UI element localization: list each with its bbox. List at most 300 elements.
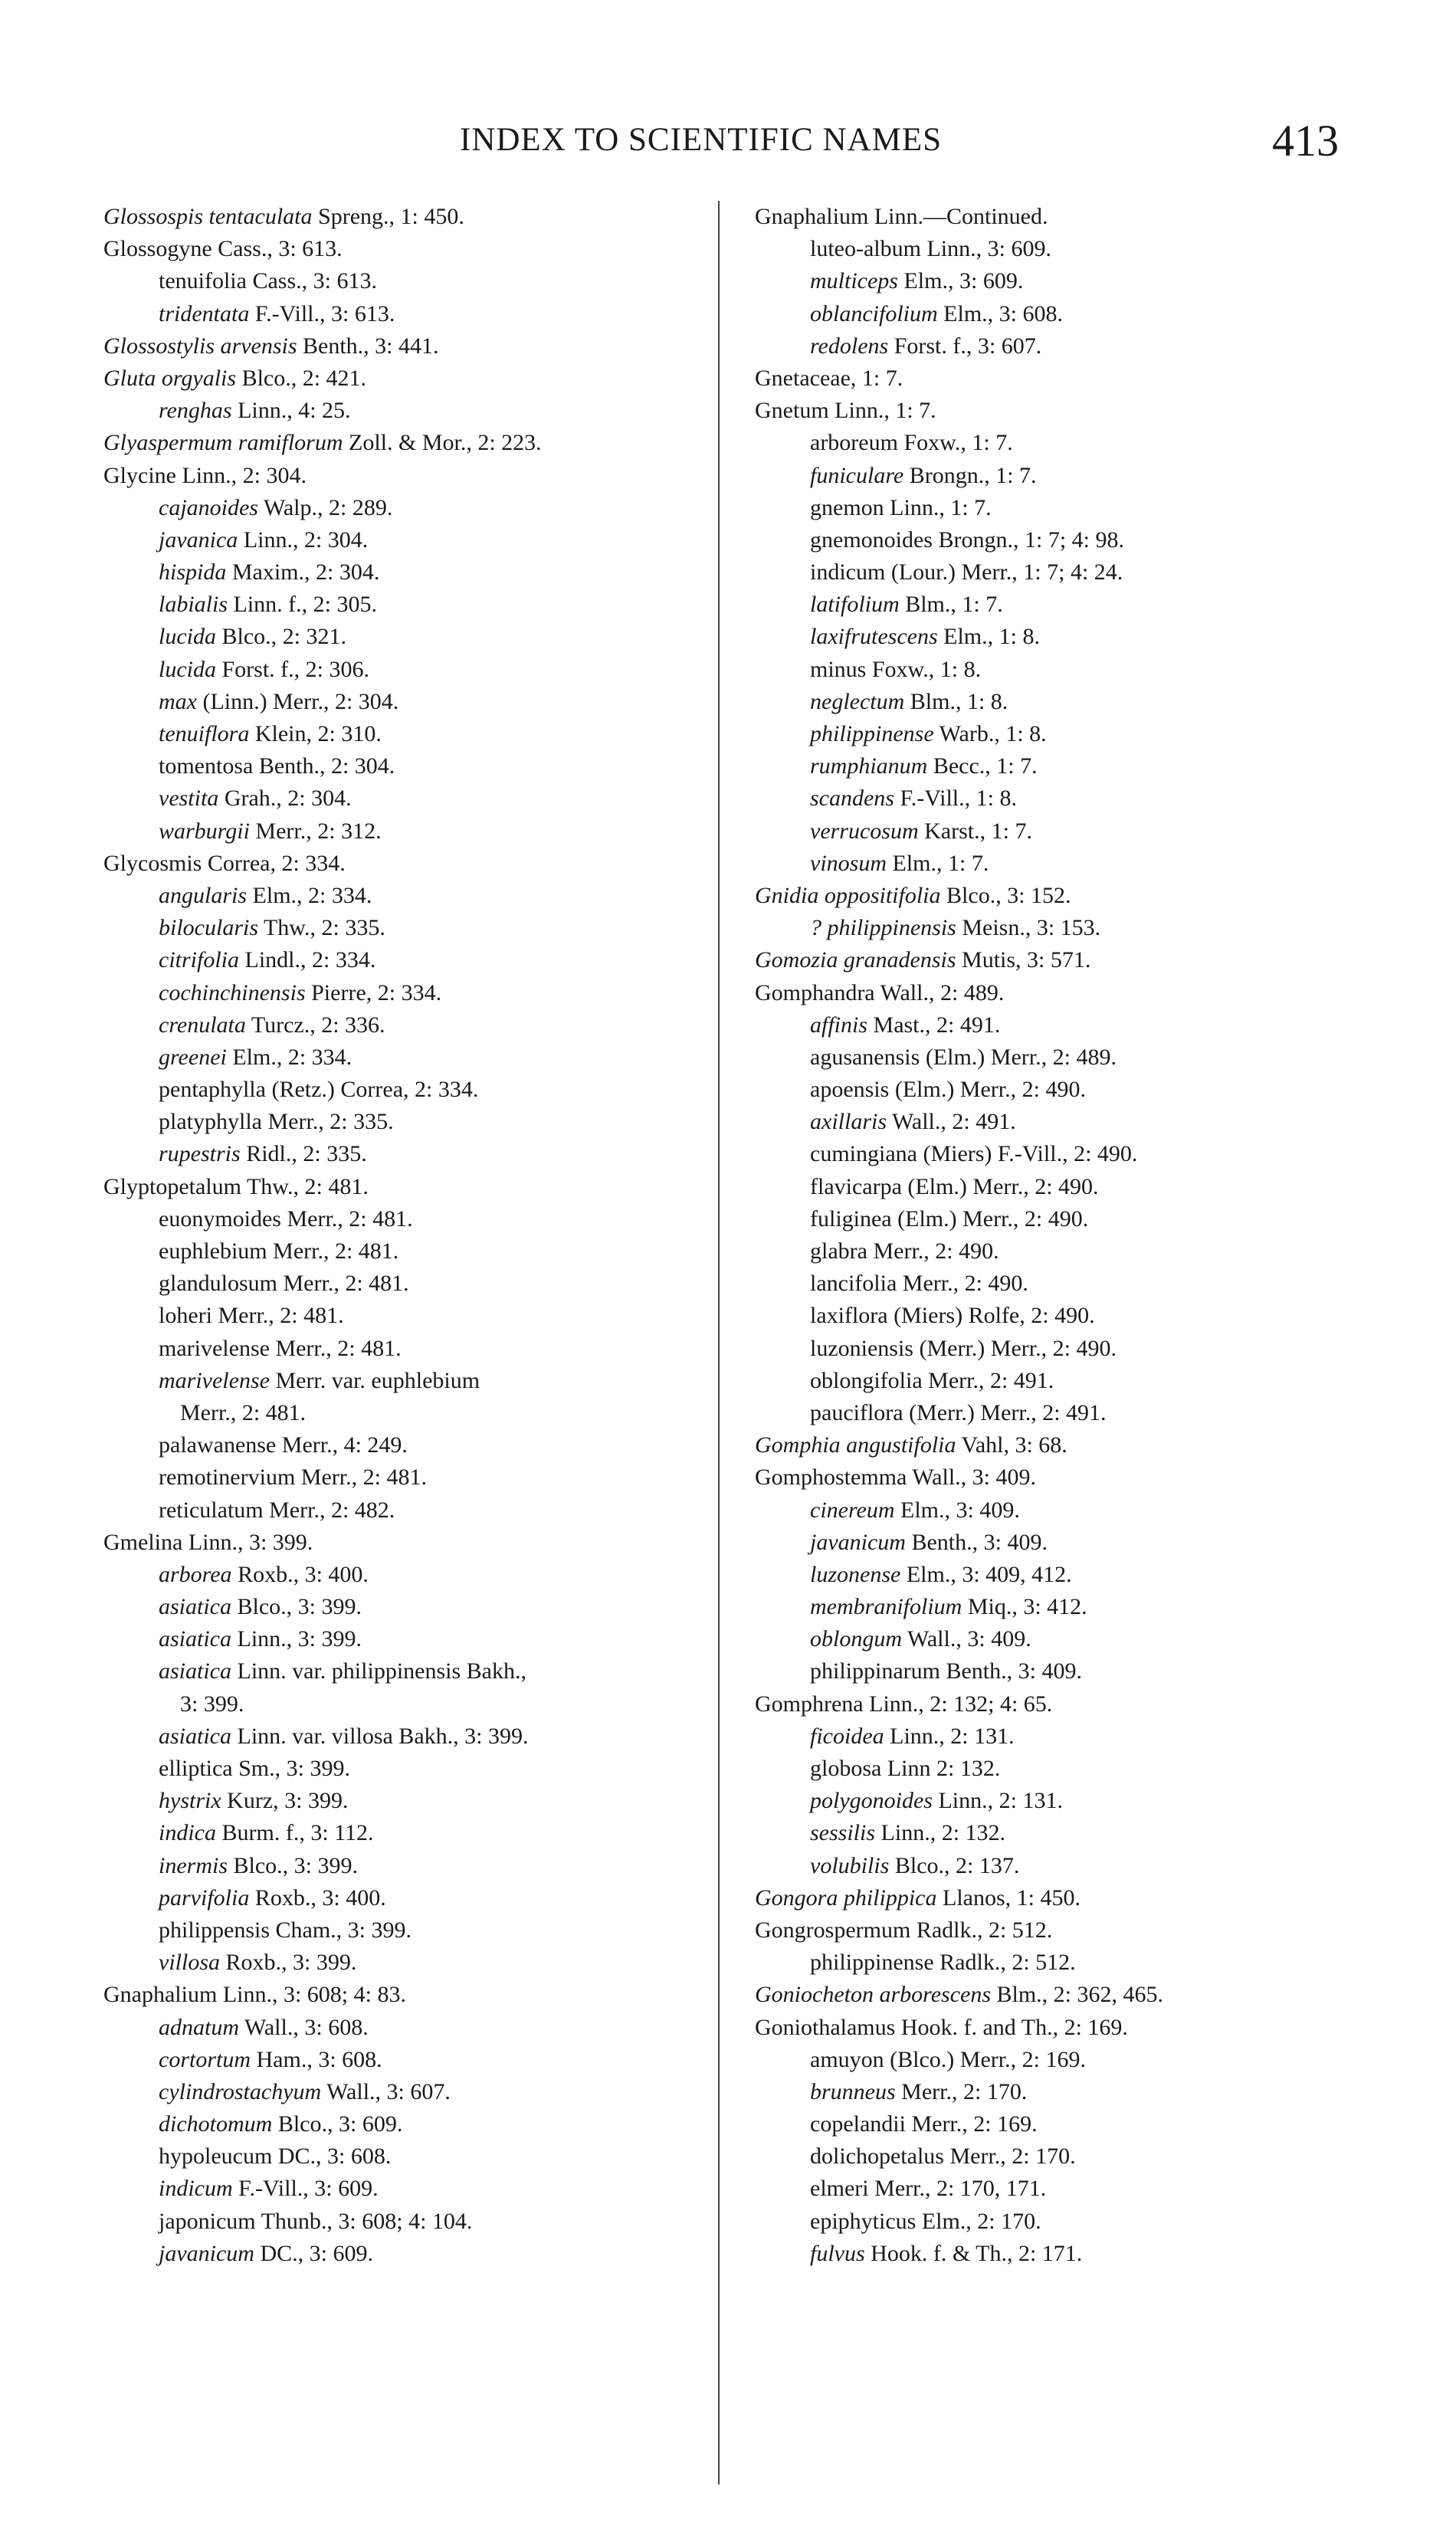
entry-name: hispida: [159, 559, 227, 586]
index-entry: [103, 1365, 717, 1397]
entry-name: pauciflora: [810, 1399, 903, 1425]
index-entry: [103, 233, 717, 265]
entry-reference: Merr., 2: 312.: [249, 818, 382, 844]
entry-reference: Linn., 2: 132.: [875, 1820, 1006, 1846]
entry-reference: Roxb., 3: 400.: [231, 1561, 369, 1587]
entry-name: asiatica: [159, 1626, 231, 1652]
entry-reference: Thunb., 3: 608; 4: 104.: [255, 2208, 473, 2234]
entry-reference: Lindl., 2: 334.: [239, 947, 376, 973]
entry-reference: Merr., 2: 481.: [295, 1465, 427, 1491]
entry-name: volubilis: [810, 1852, 890, 1878]
entry-name: philippinarum: [810, 1658, 940, 1684]
index-column-right: [755, 201, 1368, 2270]
entry-name: tomentosa: [159, 753, 254, 779]
entry-name: euonymoides: [159, 1205, 281, 1232]
entry-reference: Linn., 2: 131.: [932, 1788, 1063, 1814]
entry-reference: Linn., 3: 399.: [231, 1626, 362, 1652]
entry-name: membranifolium: [810, 1594, 962, 1620]
entry-name: dolichopetalus: [810, 2144, 944, 2170]
index-entry: [755, 330, 1368, 362]
entry-name: axillaris: [810, 1109, 887, 1135]
entry-name: fuliginea: [810, 1205, 892, 1232]
index-entry: [755, 621, 1368, 653]
entry-name: scandens: [810, 786, 894, 812]
entry-name: Glossostylis arvensis: [103, 333, 297, 359]
entry-reference: 3: 399.: [180, 1691, 244, 1717]
entry-reference: Elm., 3: 608.: [937, 300, 1063, 326]
entry-reference: Linn 2: 132.: [881, 1756, 1001, 1781]
index-entry: [103, 2173, 717, 2205]
entry-name: Glyaspermum ramiflorum: [103, 430, 343, 456]
index-entry: [755, 298, 1368, 330]
entry-name: apoensis: [810, 1077, 890, 1103]
entry-reference: Brongn., 1: 7; 4: 98.: [932, 526, 1124, 553]
index-entry: [755, 1882, 1368, 1914]
entry-reference: Blm., 2: 362, 465.: [991, 1982, 1164, 2008]
index-entry: [755, 233, 1368, 265]
entry-name: lancifolia: [810, 1271, 897, 1297]
entry-reference: Grah., 2: 304.: [218, 786, 352, 812]
entry-name: inermis: [159, 1852, 228, 1878]
entry-name: philippensis: [159, 1917, 271, 1943]
index-entry: [103, 1461, 717, 1494]
entry-name: palawanense: [159, 1432, 277, 1458]
entry-name: javanicum: [810, 1529, 906, 1555]
entry-name: funiculare: [810, 462, 904, 488]
entry-reference: Turcz., 2: 336.: [245, 1012, 385, 1038]
entry-reference: (Merr.) Merr., 2: 490.: [913, 1335, 1117, 1361]
index-entry: [103, 1333, 717, 1365]
index-entry: [755, 2238, 1368, 2270]
entry-reference: Blco., 3: 399.: [228, 1852, 358, 1878]
index-entry: [103, 654, 717, 686]
entry-name: verrucosum: [810, 818, 919, 844]
entry-name: luzoniensis: [810, 1335, 913, 1361]
entry-reference: Brongn., 1: 7.: [903, 462, 1037, 488]
index-entry: [755, 1850, 1368, 1882]
entry-name: crenulata: [159, 1012, 246, 1038]
index-entry: [103, 1429, 717, 1461]
index-column-left: [103, 201, 717, 2270]
entry-name: philippinense: [810, 721, 934, 746]
entry-reference: Benth., 3: 409.: [940, 1658, 1082, 1684]
index-entry: [755, 848, 1368, 880]
entry-reference: Merr., 2: 481.: [180, 1399, 307, 1425]
entry-name: Gmelina: [103, 1529, 183, 1555]
entry-reference: Linn., 3: 608; 4: 83.: [217, 1982, 406, 2008]
index-entry: [103, 912, 717, 944]
entry-name: cortortum: [159, 2046, 251, 2072]
entry-reference: DC., 3: 609.: [254, 2240, 373, 2266]
index-entry: [755, 1979, 1368, 2011]
entry-name: Glycosmis: [103, 850, 202, 876]
entry-name: copelandii: [810, 2111, 906, 2137]
entry-name: Glyptopetalum: [103, 1173, 241, 1199]
entry-reference: Warb., 1: 8.: [933, 721, 1047, 746]
index-entry: [755, 524, 1368, 556]
entry-name: luzonense: [810, 1561, 901, 1587]
entry-name: oblongifolia: [810, 1367, 923, 1393]
entry-reference: Linn. var. villosa Bakh., 3: 399.: [231, 1723, 529, 1749]
entry-name: indicum: [810, 559, 886, 586]
entry-reference: Linn., 2: 132; 4: 65.: [863, 1691, 1053, 1717]
entry-reference: Merr., 2: 481.: [212, 1303, 344, 1329]
index-entry: [755, 492, 1368, 524]
entry-reference: (Elm.) Merr., 2: 489.: [920, 1044, 1117, 1070]
entry-name: luteo-album: [810, 236, 921, 262]
entry-name: oblongum: [810, 1626, 902, 1652]
index-entry: [755, 265, 1368, 297]
entry-name: brunneus: [810, 2078, 896, 2104]
index-entry: [755, 2173, 1368, 2205]
entry-reference: Hook. f. and Th., 2: 169.: [895, 2014, 1128, 2040]
entry-reference: Mast., 2: 491.: [867, 1012, 1001, 1038]
entry-reference: Linn. var. philippinensis Bakh.,: [231, 1658, 526, 1684]
entry-reference: Wall., 2: 491.: [887, 1109, 1016, 1135]
entry-name: loheri: [159, 1303, 212, 1329]
entry-name: hystrix: [159, 1788, 221, 1814]
entry-name: rumphianum: [810, 753, 928, 779]
entry-name: angularis: [159, 882, 248, 908]
entry-name: adnatum: [159, 2014, 239, 2040]
entry-reference: Radlk., 2: 512.: [910, 1917, 1053, 1943]
entry-reference: Merr., 2: 491.: [922, 1367, 1054, 1393]
index-entry: [103, 1623, 717, 1655]
entry-name: polygonoides: [810, 1788, 933, 1814]
entry-name: gnemonoides: [810, 526, 933, 553]
index-entry: [755, 1138, 1368, 1170]
index-entry: [755, 1268, 1368, 1300]
index-entry: [103, 362, 717, 395]
entry-reference: Merr., 2: 169.: [905, 2111, 1038, 2137]
index-entry: [755, 2044, 1368, 2076]
entry-name: ficoidea: [810, 1723, 884, 1749]
entry-name: glabra: [810, 1238, 867, 1264]
entry-name: renghas: [159, 398, 232, 424]
entry-reference: Blco., 3: 152.: [940, 882, 1071, 908]
entry-reference: Elm., 2: 334.: [247, 882, 372, 908]
entry-reference: Merr., 2: 170.: [943, 2144, 1076, 2170]
entry-reference: Wall., 3: 409.: [907, 1465, 1037, 1491]
entry-name: agusanensis: [810, 1044, 920, 1070]
entry-name: villosa: [159, 1950, 220, 1976]
index-entry: [755, 750, 1368, 782]
index-entry: [103, 201, 717, 233]
entry-name: Goniothalamus: [755, 2014, 896, 2040]
entry-name: rupestris: [159, 1141, 241, 1167]
index-entry: [103, 2044, 717, 2076]
entry-reference: Wall., 3: 409.: [902, 1626, 1031, 1652]
entry-name: cochinchinensis: [159, 979, 306, 1005]
entry-reference: Roxb., 3: 399.: [220, 1950, 357, 1976]
entry-name: tenuiflora: [159, 721, 250, 746]
index-entry: [103, 1527, 717, 1559]
index-entry: [755, 1947, 1368, 1979]
index-entry: [755, 1720, 1368, 1753]
entry-name: Gnetaceae: [755, 365, 851, 391]
entry-reference: Wall., 3: 607.: [321, 2078, 451, 2104]
entry-name: asiatica: [159, 1723, 231, 1749]
index-entry: [755, 556, 1368, 589]
entry-name: javanica: [159, 526, 238, 553]
entry-reference: Linn., 1: 7.: [884, 494, 992, 520]
entry-name: globosa: [810, 1756, 882, 1781]
entry-reference: (Elm.) Merr., 2: 490.: [891, 1205, 1089, 1232]
entry-reference: Burm. f., 3: 112.: [216, 1820, 374, 1846]
index-entry: [103, 1235, 717, 1268]
index-entry: [755, 1009, 1368, 1041]
index-entry: [103, 1494, 717, 1527]
index-entry: [103, 1850, 717, 1882]
entry-reference: Linn.—Continued.: [868, 204, 1048, 229]
index-entry: [103, 621, 717, 653]
entry-reference: Linn. f., 2: 305.: [228, 592, 378, 618]
entry-name: Gomphandra: [755, 979, 875, 1005]
index-entry: [755, 1041, 1368, 1074]
entry-reference: Forst. f., 2: 306.: [216, 656, 370, 682]
entry-name: pentaphylla: [159, 1077, 266, 1103]
entry-reference: Cham., 3: 399.: [270, 1917, 412, 1943]
entry-reference: Foxw., 1: 8.: [866, 656, 982, 682]
entry-name: Gnaphalium: [755, 204, 869, 229]
index-entry: [103, 880, 717, 912]
index-entry: [103, 1979, 717, 2011]
index-entry: [103, 1138, 717, 1170]
entry-reference: (Miers) F.-Vill., 2: 490.: [917, 1141, 1138, 1167]
entry-reference: Benth., 3: 409.: [905, 1529, 1048, 1555]
entry-name: Gomphostemma: [755, 1465, 907, 1491]
index-entry: [103, 1171, 717, 1203]
index-entry: [103, 1397, 717, 1429]
index-entry: [755, 362, 1368, 395]
entry-reference: Linn., 3: 609.: [920, 236, 1051, 262]
index-entry: [103, 524, 717, 556]
index-entry: [755, 654, 1368, 686]
entry-reference: , 1: 7.: [850, 365, 903, 391]
index-entry: [103, 1785, 717, 1817]
entry-reference: Mutis, 3: 571.: [956, 947, 1091, 973]
entry-name: elliptica: [159, 1756, 233, 1781]
entry-name: asiatica: [159, 1594, 231, 1620]
entry-reference: Linn., 2: 131.: [884, 1723, 1015, 1749]
entry-reference: Llanos, 1: 450.: [936, 1884, 1081, 1911]
entry-name: neglectum: [810, 688, 905, 714]
entry-name: marivelense: [159, 1367, 270, 1393]
entry-reference: Sm., 3: 399.: [232, 1756, 350, 1781]
entry-name: fulvus: [810, 2240, 865, 2266]
page-number: 413: [1272, 116, 1339, 166]
entry-reference: Blco., 2: 137.: [889, 1852, 1020, 1878]
index-entry: [755, 1817, 1368, 1849]
entry-name: Glycine: [103, 462, 176, 488]
entry-reference: (Merr.) Merr., 2: 491.: [903, 1399, 1107, 1425]
entry-reference: Merr., 2: 481.: [277, 1271, 409, 1297]
entry-reference: Spreng., 1: 450.: [312, 204, 464, 229]
entry-name: warburgii: [159, 818, 250, 844]
index-entry: [103, 460, 717, 492]
entry-reference: Elm., 2: 170.: [916, 2208, 1041, 2234]
entry-name: elmeri: [810, 2176, 869, 2202]
entry-reference: F.-Vill., 3: 609.: [232, 2176, 379, 2202]
entry-reference: Benth., 3: 441.: [297, 333, 439, 359]
entry-name: hypoleucum: [159, 2144, 273, 2170]
entry-reference: Maxim., 2: 304.: [226, 559, 380, 586]
index-entry: [103, 298, 717, 330]
entry-reference: Elm., 1: 8.: [937, 624, 1040, 650]
entry-reference: Miq., 3: 412.: [962, 1594, 1087, 1620]
entry-reference: Merr., 2: 482.: [263, 1497, 395, 1523]
index-entry: [103, 1268, 717, 1300]
index-entry: [755, 395, 1368, 427]
index-entry: [755, 1171, 1368, 1203]
index-entry: [103, 1591, 717, 1623]
entry-name: cumingiana: [810, 1141, 917, 1167]
entry-name: bilocularis: [159, 915, 259, 941]
index-entry: [103, 589, 717, 621]
entry-reference: Blco., 2: 321.: [216, 624, 346, 650]
entry-name: laxifrutescens: [810, 624, 938, 650]
entry-reference: Roxb., 3: 400.: [249, 1884, 386, 1911]
index-entry: [103, 1688, 717, 1720]
index-entry: [755, 1300, 1368, 1332]
index-entry: [103, 1914, 717, 1947]
index-entry: [755, 201, 1368, 233]
entry-name: cylindrostachyum: [159, 2078, 322, 2104]
index-entry: [755, 782, 1368, 815]
index-entry: [103, 1203, 717, 1235]
index-entry: [755, 1785, 1368, 1817]
index-entry: [103, 1817, 717, 1849]
entry-name: oblancifolium: [810, 300, 938, 326]
entry-reference: Zoll. & Mor., 2: 223.: [343, 430, 542, 456]
entry-reference: Elm., 3: 409.: [894, 1497, 1020, 1523]
entry-reference: Thw., 2: 481.: [241, 1173, 369, 1199]
index-entry: [755, 2206, 1368, 2238]
index-entry: [755, 815, 1368, 848]
entry-reference: Cass., 3: 613.: [246, 268, 377, 294]
index-entry: [755, 427, 1368, 459]
index-entry: [103, 427, 717, 459]
index-entry: [755, 1753, 1368, 1785]
index-entry: [103, 1655, 717, 1688]
entry-reference: Merr., 2: 335.: [261, 1109, 394, 1135]
entry-reference: Linn., 2: 304.: [238, 526, 369, 553]
index-entry: [755, 1914, 1368, 1947]
entry-reference: Merr., 2: 490.: [867, 1238, 999, 1264]
entry-reference: Cass., 3: 613.: [212, 236, 343, 262]
index-entry: [103, 718, 717, 750]
index-entry: [103, 750, 717, 782]
index-entry: [103, 2238, 717, 2270]
entry-reference: Elm., 3: 609.: [897, 268, 1024, 294]
index-entry: [103, 556, 717, 589]
index-entry: [755, 686, 1368, 718]
index-entry: [755, 1655, 1368, 1688]
index-entry: [103, 1882, 717, 1914]
index-entry: [755, 2012, 1368, 2044]
entry-name: Gluta orgyalis: [103, 365, 237, 391]
entry-reference: (Miers) Rolfe, 2: 490.: [887, 1303, 1095, 1329]
entry-reference: Blco., 3: 609.: [272, 2111, 403, 2137]
entry-name: max: [159, 688, 197, 714]
entry-reference: Foxw., 1: 7.: [897, 430, 1013, 456]
column-divider: [718, 201, 720, 2485]
entry-name: dichotomum: [159, 2111, 273, 2137]
entry-name: cinereum: [810, 1497, 895, 1523]
entry-name: affinis: [810, 1012, 868, 1038]
index-entry: [755, 1527, 1368, 1559]
index-entry: [103, 977, 717, 1009]
index-entry: [103, 1720, 717, 1753]
entry-reference: Merr., 2: 170.: [895, 2078, 1028, 2104]
index-entry: [103, 944, 717, 976]
entry-reference: Correa, 2: 334.: [202, 850, 346, 876]
index-entry: [103, 815, 717, 848]
index-entry: [103, 1106, 717, 1138]
index-entry: [103, 1009, 717, 1041]
index-entry: [755, 1074, 1368, 1106]
entry-reference: F.-Vill., 1: 8.: [894, 786, 1017, 812]
index-entry: [755, 2140, 1368, 2173]
index-entry: [755, 1591, 1368, 1623]
entry-reference: Radlk., 2: 512.: [933, 1950, 1076, 1976]
entry-name: Gnidia oppositifolia: [755, 882, 941, 908]
entry-reference: Hook. f. & Th., 2: 171.: [864, 2240, 1083, 2266]
entry-name: cajanoides: [159, 494, 258, 520]
entry-name: euphlebium: [159, 1238, 267, 1264]
entry-name: Gnaphalium: [103, 1982, 218, 2008]
entry-name: indicum: [159, 2176, 233, 2202]
entry-name: amuyon: [810, 2046, 884, 2072]
index-entry: [755, 1559, 1368, 1591]
index-entry: [755, 1333, 1368, 1365]
entry-reference: Pierre, 2: 334.: [305, 979, 442, 1005]
index-entry: [103, 1300, 717, 1332]
entry-name: remotinervium: [159, 1465, 296, 1491]
index-entry: [103, 492, 717, 524]
entry-name: epiphyticus: [810, 2208, 917, 2234]
entry-reference: Blco., 3: 399.: [231, 1594, 362, 1620]
index-entry: [103, 1947, 717, 1979]
index-entry: [103, 330, 717, 362]
entry-name: platyphylla: [159, 1109, 262, 1135]
index-entry: [755, 1623, 1368, 1655]
entry-reference: Karst., 1: 7.: [918, 818, 1032, 844]
entry-reference: (Elm.) Merr., 2: 490.: [901, 1173, 1099, 1199]
entry-name: laxiflora: [810, 1303, 888, 1329]
entry-reference: Linn., 2: 304.: [175, 462, 307, 488]
entry-reference: Ridl., 2: 335.: [240, 1141, 367, 1167]
entry-name: parvifolia: [159, 1884, 250, 1911]
entry-name: vestita: [159, 786, 219, 812]
entry-name: asiatica: [159, 1658, 231, 1684]
index-entry: [103, 1074, 717, 1106]
entry-reference: Merr. var. euphlebium: [269, 1367, 480, 1393]
entry-name: japonicum: [159, 2208, 256, 2234]
entry-reference: Merr., 2: 170, 171.: [868, 2176, 1047, 2202]
index-entry: [103, 686, 717, 718]
running-title: INDEX TO SCIENTIFIC NAMES: [460, 122, 943, 158]
index-entry: [755, 718, 1368, 750]
index-entry: [103, 2140, 717, 2173]
entry-name: tridentata: [159, 300, 250, 326]
entry-reference: F.-Vill., 3: 613.: [249, 300, 395, 326]
index-entry: [103, 2012, 717, 2044]
entry-name: lucida: [159, 624, 216, 650]
entry-reference: Wall., 3: 608.: [239, 2014, 369, 2040]
entry-name: greenei: [159, 1044, 227, 1070]
index-entry: [103, 848, 717, 880]
